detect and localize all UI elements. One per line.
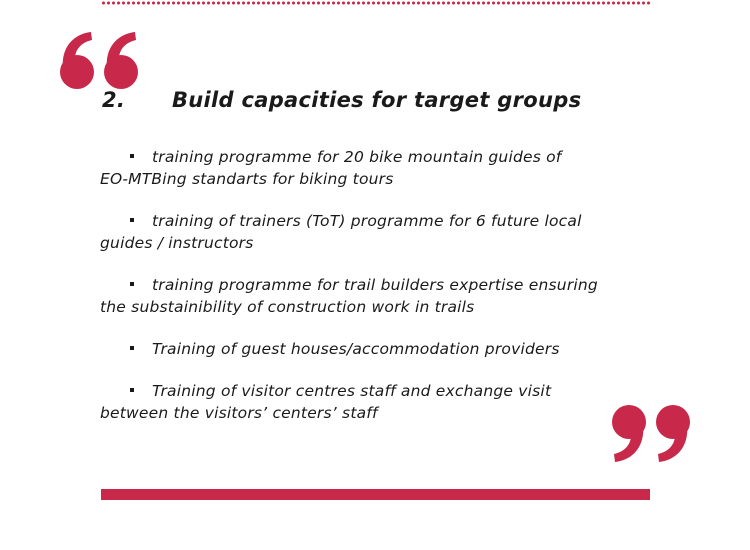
list-item — [100, 380, 660, 424]
list-item-text: Training of guest houses/accommodation providers — [152, 340, 560, 358]
top-dotted-divider — [101, 0, 650, 6]
list-item-text: Training of visitor centres staff and exchange visit between the visitors’ centers’ staff — [100, 382, 552, 422]
section-title: Build capacities for target groups — [172, 88, 582, 112]
bullet-marker-icon — [130, 282, 134, 286]
list-item — [100, 338, 660, 360]
bullet-marker-icon — [130, 346, 134, 350]
list-item-text: training programme for 20 bike mountain guides of EO-MTBing standarts for biking tours — [100, 148, 562, 188]
bullet-marker-icon — [130, 154, 134, 158]
bottom-accent-bar — [101, 489, 650, 500]
bullet-marker-icon — [130, 218, 134, 222]
list-item — [100, 146, 660, 190]
bullet-list — [100, 146, 660, 444]
list-item-text: training programme for trail builders expertise ensuring the substainibility of construction work in trails — [100, 276, 598, 316]
quote-close-icon — [603, 404, 695, 466]
section-heading — [102, 88, 702, 118]
section-number: 2. — [102, 88, 126, 112]
list-item — [100, 274, 660, 318]
list-item-text: training of trainers (ToT) programme for 6 future local guides / instructors — [100, 212, 582, 252]
bullet-marker-icon — [130, 388, 134, 392]
quote-open-icon — [55, 28, 147, 90]
list-item — [100, 210, 660, 254]
